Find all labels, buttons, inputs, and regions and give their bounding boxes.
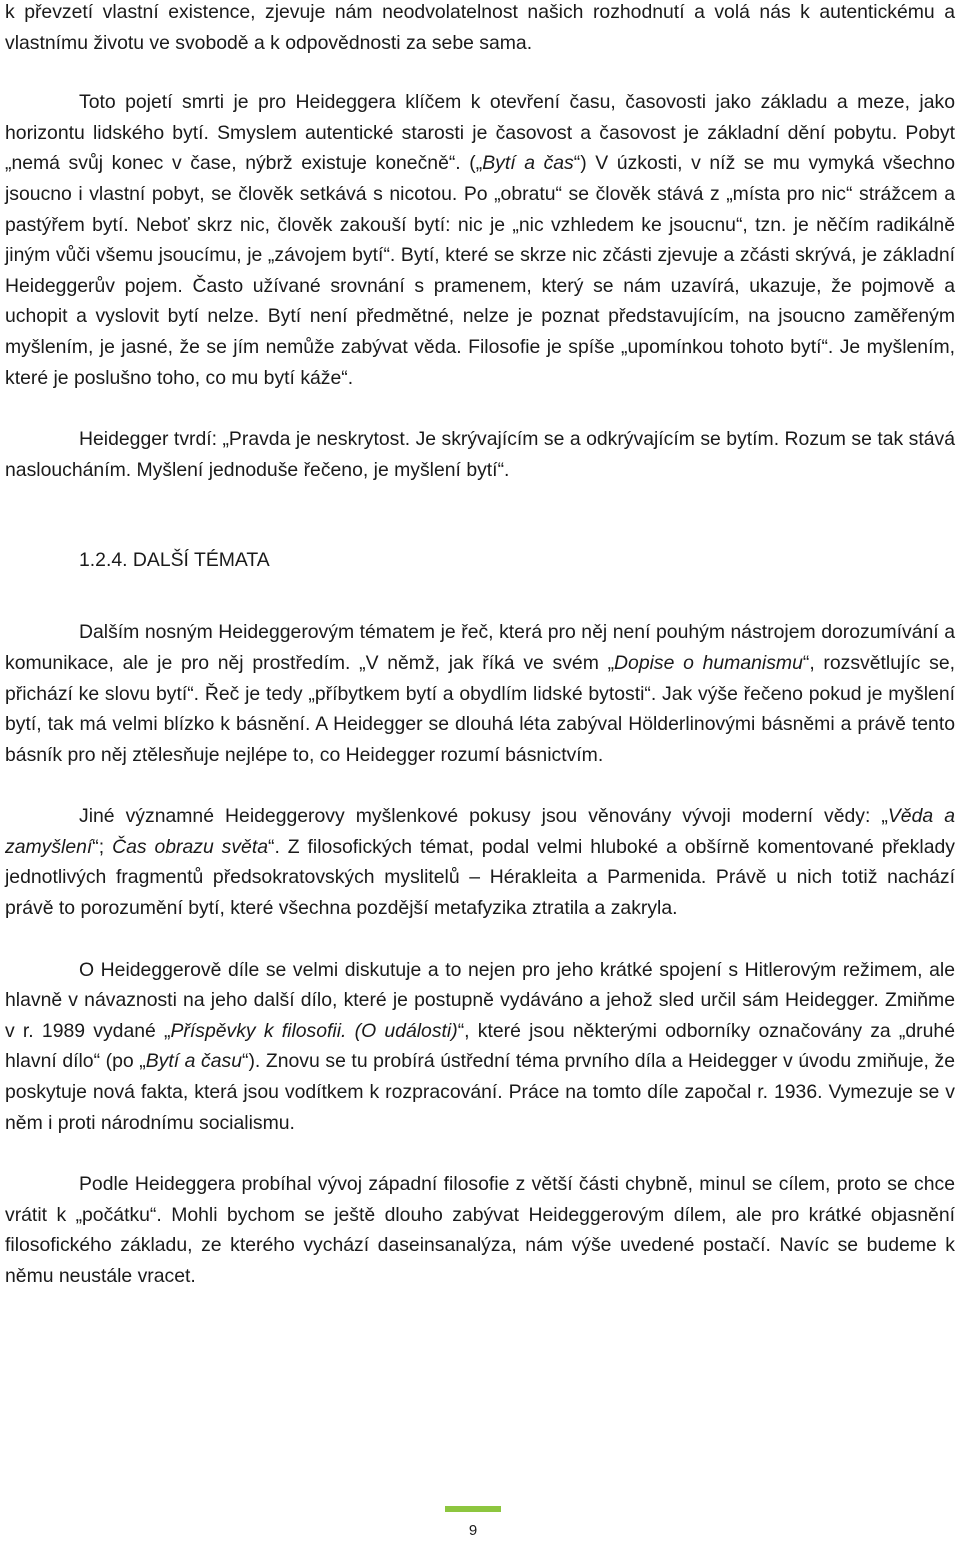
- page-number: 9: [468, 1522, 478, 1539]
- italic-title-text: Bytí a času: [145, 1050, 243, 1073]
- text-run: “) V úzkosti, v níž se mu vymyká všechno jsoucno i vlastní pobyt, se člověk setkává s nicotou. Po „obratu“ se člověk stává z „místa pro nic“ strážcem a pastýřem bytí. Neboť skrz nic, člověk zakouší bytí: nic je „nic vzhledem ke jsoucnu“, tzn. je něčím radikálně jiným vůči všemu jsoucímu, je „závojem bytí“. Bytí, které se skrze nic zčásti zjevuje a zčásti skrývá, je základní Heideggerův pojem. Často užívané srovnání s pramenem, který se nám uzavírá, ukazuje, že pojmově a uchopit a vyslovit bytí nelze. Bytí není předmětné, nelze je poznat představujícím, na jsoucno zaměřeným myšlením, je jasné, že se jím nemůže zabývat věda. Filosofie je spíše „upomínkou tohoto bytí“. Je myšlením, které je poslušno toho, co mu bytí káže“.: [5, 152, 955, 389]
- paragraph-truth: [5, 424, 955, 485]
- text-run: “, rozsvětlujíc se, přichází ke slovu bytí“. Řeč je tedy „příbytkem bytí a obydlím lidské bytosti“. Jak výše řečeno pokud je myšlení bytí, tak má velmi blízko k básnění. A Heidegger se dlouhá léta zabýval Hölderlinovými básněmi a právě tento básník pro něj ztělesňuje nejlépe to, co Heidegger rozumí básnictvím.: [5, 651, 955, 766]
- text-run: Jiné významné Heideggerovy myšlenkové pokusy jsou věnovány vývoji moderní vědy: „: [79, 805, 888, 828]
- text-run: O Heideggerově díle se velmi diskutuje a to nejen pro jeho krátké spojení s Hitlerovým režimem, ale hlavně v návaznosti na jeho další dílo, které je postupně vydáváno a jehož sled určil sám Heidegger. Zmiňme v r. 1989 vydané „: [5, 958, 955, 1042]
- italic-title-text: Příspěvky k filosofii. (O události): [170, 1019, 458, 1042]
- paragraph-continuation: [5, 0, 955, 58]
- paragraph-western-philosophy: [5, 1169, 955, 1291]
- italic-title-text: Bytí a čas: [482, 152, 574, 175]
- document-page: [5, 0, 955, 1292]
- text-run: k převzetí vlastní existence, zjevuje nám neodvolatelnost našich rozhodnutí a volá nás k autentickému a vlastnímu životu ve svobodě a k odpovědnosti za sebe sama.: [5, 1, 955, 54]
- text-run: “;: [92, 835, 113, 858]
- text-run: “). Znovu se tu probírá ústřední téma prvního díla a Heidegger v úvodu zmiňuje, že poskytuje nová fakta, která jsou vodítkem k rozpracování. Práce na tomto díle započal r. 1936. Vymezuje se v něm i proti národnímu socialismu.: [5, 1050, 956, 1134]
- text-run: Heidegger tvrdí: „Pravda je neskrytost. Je skrývajícím se a odkrývajícím se bytím. Rozum se tak stává nasloucháním. Myšlení jednoduše řečeno, je myšlení bytí“.: [5, 428, 955, 481]
- paragraph-language: [5, 617, 955, 770]
- section-heading: 1.2.4. DALŠÍ TÉMATA: [79, 549, 270, 572]
- page-number-accent-bar: [445, 1506, 501, 1512]
- text-run: Podle Heideggera probíhal vývoj západní filosofie z větší části chybně, minul se cílem, proto se chce vrátit k „počátku“. Mohli bychom se ještě dlouho zabývat Heideggerovým dílem, ale pro krátké objasnění filosofického základu, ze kterého vychází daseinsanalýza, nám výše uvedené postačí. Navíc se budeme k němu neustále vracet.: [5, 1173, 955, 1287]
- paragraph-science: [5, 801, 955, 923]
- paragraph-death-and-time: [5, 87, 955, 393]
- paragraph-works-discussion: [5, 955, 955, 1139]
- text-run: “, které jsou některými odborníky označovány za „druhé hlavní dílo“ (po „: [5, 1019, 955, 1073]
- italic-title-text: Věda a zamyšlení: [5, 805, 955, 858]
- text-run: “. Z filosofických témat, podal velmi hluboké a obšírně komentované překlady jednotlivých fragmentů předsokratovských myslitelů – Hérakleita a Parmenida. Právě u nich totiž nachází právě to porozumění bytí, které všechna pozdější metafyzika ztratila a zakryla.: [5, 835, 956, 920]
- page-number-block: [445, 1506, 501, 1541]
- italic-title-text: Dopise o humanismu: [614, 651, 803, 674]
- text-run: Dalším nosným Heideggerovým tématem je řeč, která pro něj není pouhým nástrojem dorozumívání a komunikace, ale je pro něj prostředím. „V němž, jak říká ve svém „: [5, 621, 955, 674]
- italic-title-text: Čas obrazu světa: [112, 835, 269, 858]
- text-run: Toto pojetí smrti je pro Heideggera klíčem k otevření času, časovosti jako základu a meze, jako horizontu lidského bytí. Smyslem autentické starosti je časovost a časovost je základní dění pobytu. Pobyt „nemá svůj konec v čase, nýbrž existuje konečně“. („: [5, 91, 955, 175]
